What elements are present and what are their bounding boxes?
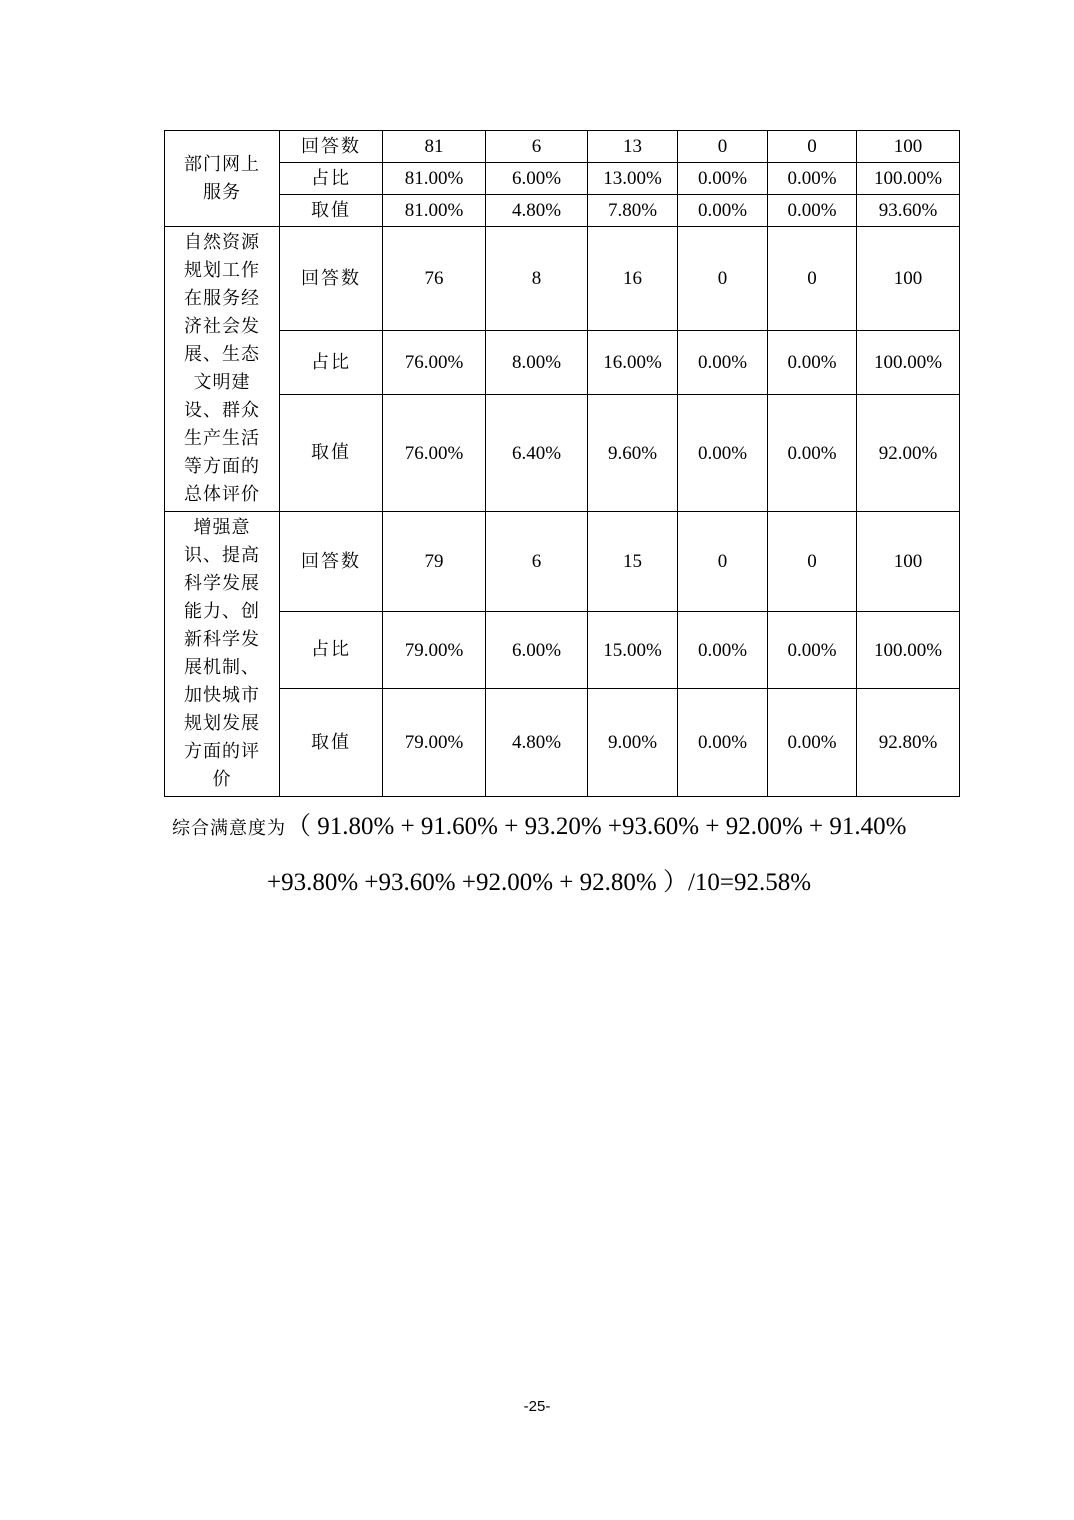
value-cell: 79.00% <box>383 612 486 689</box>
value-cell: 6 <box>486 131 588 163</box>
value-cell: 0.00% <box>678 689 768 797</box>
table-row <box>165 689 960 797</box>
value-cell: 81.00% <box>383 163 486 195</box>
summary-lead: 综合满意度为 <box>172 818 286 839</box>
category-cell: 部门网上服务 <box>165 131 280 227</box>
value-cell: 0.00% <box>678 331 768 395</box>
value-cell: 0 <box>768 131 857 163</box>
value-cell: 4.80% <box>486 195 588 227</box>
value-cell: 100.00% <box>857 612 960 689</box>
value-cell: 15 <box>588 512 678 612</box>
table-row <box>165 227 960 331</box>
value-cell: 92.00% <box>857 395 960 512</box>
value-cell: 4.80% <box>486 689 588 797</box>
value-cell: 8.00% <box>486 331 588 395</box>
value-cell: 9.00% <box>588 689 678 797</box>
value-cell: 6 <box>486 512 588 612</box>
value-cell: 0.00% <box>768 331 857 395</box>
table-row <box>165 195 960 227</box>
value-cell: 7.80% <box>588 195 678 227</box>
metric-cell: 取值 <box>280 395 383 512</box>
value-cell: 16 <box>588 227 678 331</box>
value-cell: 0.00% <box>768 195 857 227</box>
table-row <box>165 395 960 512</box>
satisfaction-table-wrap <box>164 130 960 797</box>
category-cell: 增强意识、提高科学发展能力、创新科学发展机制、加快城市规划发展方面的评价 <box>165 512 280 797</box>
table-row <box>165 331 960 395</box>
table-row <box>165 131 960 163</box>
value-cell: 93.60% <box>857 195 960 227</box>
value-cell: 92.80% <box>857 689 960 797</box>
table-row <box>165 512 960 612</box>
value-cell: 79.00% <box>383 689 486 797</box>
value-cell: 0.00% <box>768 163 857 195</box>
value-cell: 16.00% <box>588 331 678 395</box>
value-cell: 0.00% <box>768 612 857 689</box>
value-cell: 13 <box>588 131 678 163</box>
summary-formula-text-1: （ 91.80% + 91.60% + 93.20% +93.60% + 92.00% + 91.40% <box>286 813 907 840</box>
value-cell: 9.60% <box>588 395 678 512</box>
value-cell: 0.00% <box>678 195 768 227</box>
value-cell: 6.00% <box>486 612 588 689</box>
category-cell: 自然资源规划工作在服务经济社会发展、生态文明建设、群众生产生活等方面的总体评价 <box>165 227 280 512</box>
value-cell: 8 <box>486 227 588 331</box>
page-number: -25- <box>523 1398 551 1415</box>
value-cell: 100.00% <box>857 163 960 195</box>
satisfaction-table <box>164 130 960 797</box>
metric-cell: 回答数 <box>280 512 383 612</box>
value-cell: 0.00% <box>768 689 857 797</box>
metric-cell: 回答数 <box>280 131 383 163</box>
value-cell: 6.40% <box>486 395 588 512</box>
value-cell: 15.00% <box>588 612 678 689</box>
value-cell: 76.00% <box>383 395 486 512</box>
value-cell: 0 <box>768 227 857 331</box>
table-row <box>165 612 960 689</box>
metric-cell: 占比 <box>280 612 383 689</box>
value-cell: 0.00% <box>678 163 768 195</box>
metric-cell: 占比 <box>280 331 383 395</box>
value-cell: 100 <box>857 131 960 163</box>
value-cell: 0.00% <box>678 395 768 512</box>
value-cell: 81.00% <box>383 195 486 227</box>
metric-cell: 回答数 <box>280 227 383 331</box>
value-cell: 100 <box>857 512 960 612</box>
value-cell: 0 <box>678 131 768 163</box>
value-cell: 100.00% <box>857 331 960 395</box>
value-cell: 13.00% <box>588 163 678 195</box>
metric-cell: 取值 <box>280 689 383 797</box>
summary-formula-line-1 <box>172 814 1032 842</box>
value-cell: 76.00% <box>383 331 486 395</box>
metric-cell: 取值 <box>280 195 383 227</box>
value-cell: 6.00% <box>486 163 588 195</box>
value-cell: 81 <box>383 131 486 163</box>
value-cell: 0 <box>768 512 857 612</box>
summary-formula-line-2: +93.80% +93.60% +92.00% + 92.80% ）/10=92.58% <box>267 869 812 896</box>
metric-cell: 占比 <box>280 163 383 195</box>
table-row <box>165 163 960 195</box>
value-cell: 0 <box>678 227 768 331</box>
value-cell: 76 <box>383 227 486 331</box>
value-cell: 0 <box>678 512 768 612</box>
value-cell: 100 <box>857 227 960 331</box>
value-cell: 0.00% <box>678 612 768 689</box>
value-cell: 79 <box>383 512 486 612</box>
value-cell: 0.00% <box>768 395 857 512</box>
